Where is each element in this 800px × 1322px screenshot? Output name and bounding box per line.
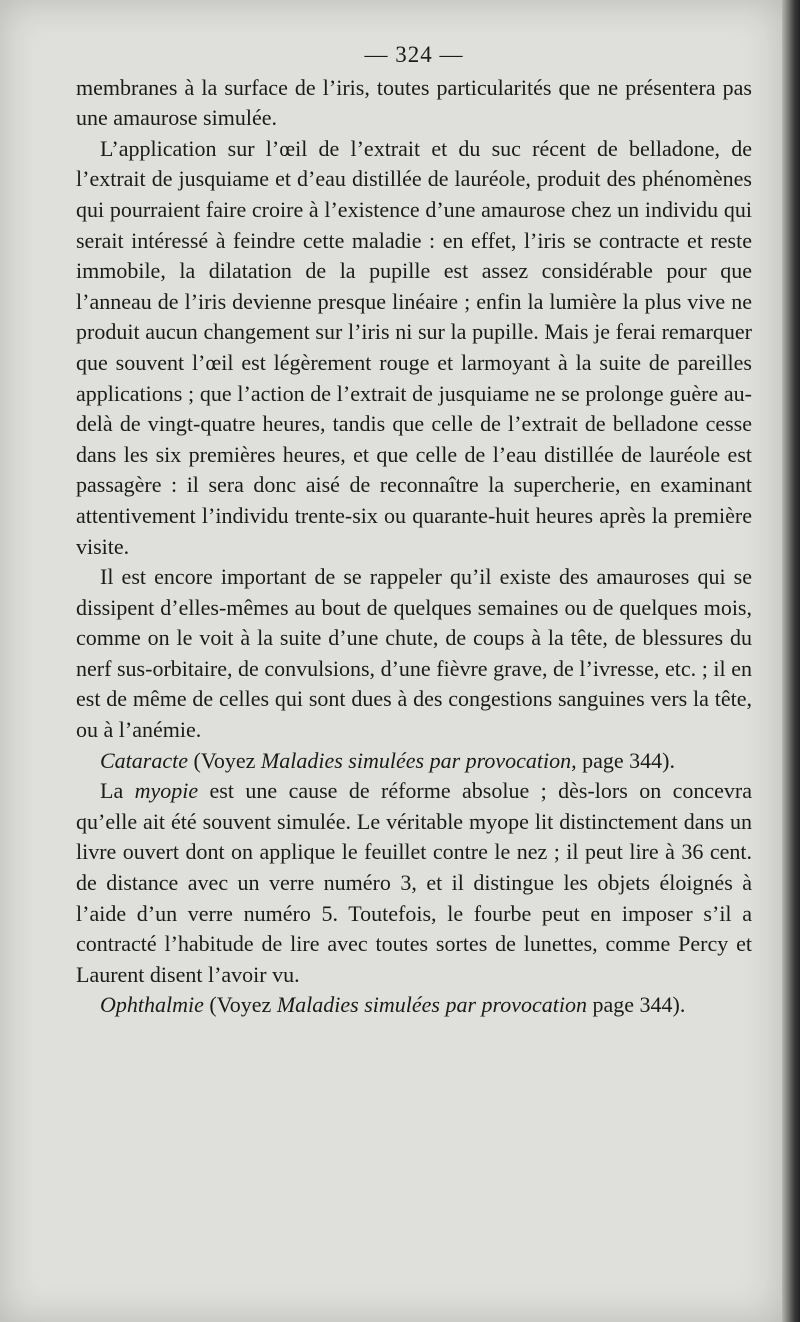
myopie-pre: La xyxy=(100,778,135,804)
paragraph-myopie xyxy=(76,776,752,990)
term-cataracte: Cataracte xyxy=(100,747,188,773)
ophthalmie-open: (Voyez xyxy=(203,992,277,1018)
cataracte-reference: Maladies simulées par provocation, xyxy=(260,747,577,773)
paragraph-cataracte xyxy=(76,746,752,777)
term-myopie: myopie xyxy=(134,778,199,804)
myopie-text: est une cause de réforme absolue ; dès-lors on concevra qu’elle ait été souvent simulée. Le véritable myope lit distinctement dans un livre ouvert dont on applique le feuillet contre le nez ; il peut lire à 36 cent. de distance avec un verre numéro 3, et il distingue les objets éloignés à l’aide d’un verre numéro 5. Toutefois, le fourbe peut en imposer s’il a contracté l’habitude de lire avec toutes sortes de lunettes, comme Percy et Laurent disent l’avoir vu. xyxy=(76,778,752,987)
paragraph-2: L’application sur l’œil de l’extrait et du suc récent de belladone, de l’extrait de jusquiame et d’eau distillée de lauréole, produit des phénomènes qui pourraient faire croire à l’existence d’une amaurose chez un individu qui serait intéressé à feindre cette maladie : en effet, l’iris se contracte et reste immobile, la dilatation de la pupille est assez considérable pour que l’anneau de l’iris devienne presque linéaire ; enfin la lumière la plus vive ne produit aucun changement sur l’iris ni sur la pupille. Mais je ferai remarquer que souvent l’œil est légèrement rouge et larmoyant à la suite de pareilles applications ; que l’action de l’extrait de jusquiame ne se prolonge guère au-delà de vingt-quatre heures, tandis que celle de l’extrait de belladone cesse dans les six premières heures, et que celle de l’eau distillée de lauréole est passagère : il sera donc aisé de reconnaître la supercherie, en examinant attentivement l’individu trente-six ou quarante-huit heures après la première visite. xyxy=(76,135,752,559)
ophthalmie-reference: Maladies simulées par provocation xyxy=(276,992,588,1018)
page-edge-shadow xyxy=(782,0,800,1322)
term-ophthalmie: Ophthalmie xyxy=(100,992,204,1018)
page-number: — 324 — xyxy=(364,42,464,67)
cataracte-close: page 344). xyxy=(576,747,675,773)
cataracte-open: (Voyez xyxy=(188,747,261,773)
page-text xyxy=(76,40,752,1021)
paragraph-1: membranes à la surface de l’iris, toutes particularités que ne présentera pas une amaurose simulée. xyxy=(76,74,752,131)
paragraph-ophthalmie xyxy=(76,990,752,1021)
ophthalmie-close: page 344). xyxy=(587,992,686,1018)
paragraph-3: Il est encore important de se rappeler qu’il existe des amauroses qui se dissipent d’elles-mêmes au bout de quelques semaines ou de quelques mois, comme on le voit à la suite d’une chute, de coups à la tête, de blessures du nerf sus-orbitaire, de convulsions, d’une fièvre grave, de l’ivresse, etc. ; il en est de même de celles qui sont dues à des congestions sanguines vers la tête, ou à l’anémie. xyxy=(76,564,752,743)
